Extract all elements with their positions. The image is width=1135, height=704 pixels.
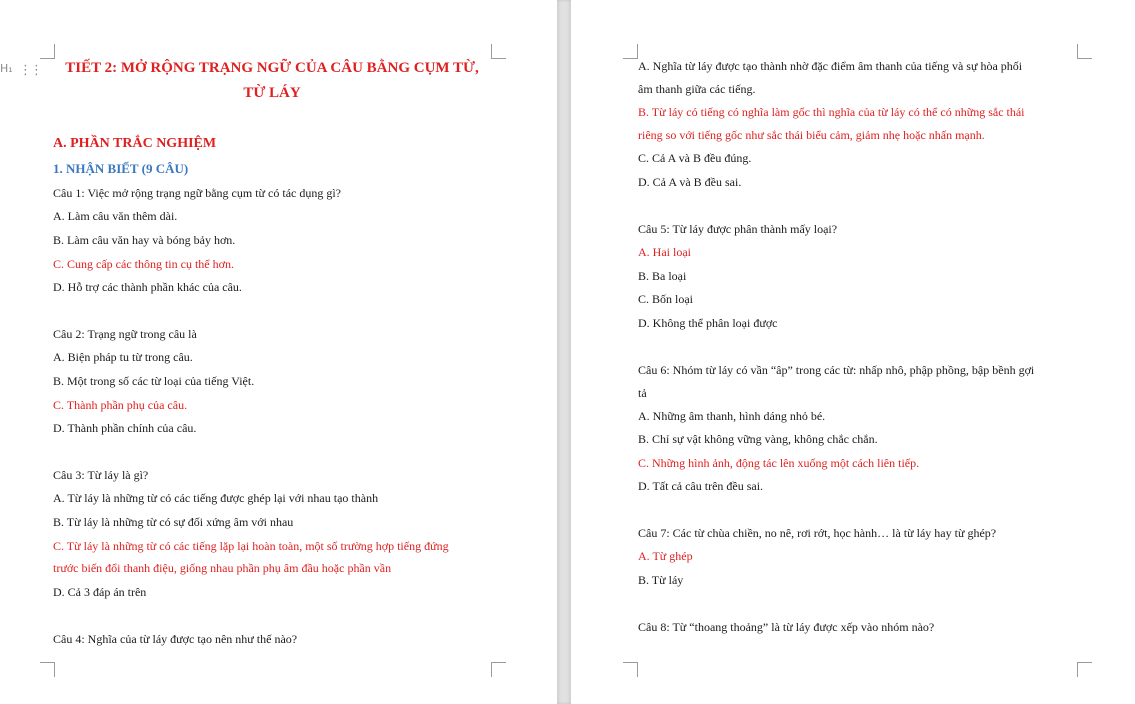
crop-mark xyxy=(491,44,506,59)
answer-option: B. Một trong số các từ loại của tiếng Việt. xyxy=(53,374,255,388)
question-line: Câu 7: Các từ chùa chiền, no nê, rơi rớt, học hành… là từ láy hay từ ghép? xyxy=(638,526,997,540)
correct-answer-option: A. Từ ghép xyxy=(638,549,693,563)
document-title-line2: TỪ LÁY xyxy=(243,85,301,101)
crop-mark xyxy=(1077,44,1092,59)
subsection-heading-1: 1. NHẬN BIẾT (9 CÂU) xyxy=(53,161,189,176)
crop-mark xyxy=(491,662,506,677)
answer-option: B. Ba loại xyxy=(638,269,687,283)
page-gutter xyxy=(557,0,571,704)
correct-answer-option: C. Thành phần phụ của câu. xyxy=(53,398,188,412)
answer-option: D. Cả A và B đều sai. xyxy=(638,175,742,189)
correct-answer-option: B. Từ láy có tiếng có nghĩa làm gốc thì nghĩa của từ láy có thể có những sắc thái xyxy=(638,105,1025,119)
crop-mark xyxy=(623,662,638,677)
correct-answer-option: A. Hai loại xyxy=(638,245,691,259)
correct-answer-option: C. Từ láy là những từ có các tiếng lặp lại hoàn toàn, một số trường hợp tiếng đứng xyxy=(53,539,449,553)
question-line: Câu 1: Việc mở rộng trạng ngữ bằng cụm từ có tác dụng gì? xyxy=(53,186,342,200)
answer-option: D. Tất cả câu trên đều sai. xyxy=(638,479,764,493)
section-heading-a: A. PHẦN TRẮC NGHIỆM xyxy=(53,136,217,151)
answer-option: D. Không thể phân loại được xyxy=(638,316,778,330)
question-line: Câu 5: Từ láy được phân thành mấy loại? xyxy=(638,222,838,236)
answer-option: A. Nghĩa từ láy được tạo thành nhờ đặc điểm âm thanh của tiếng và sự hòa phối xyxy=(638,59,1023,73)
document-page-left xyxy=(0,0,557,704)
correct-answer-option-continued: trước biến đổi thanh điệu, giống nhau phần phụ âm đầu hoặc phần vần xyxy=(53,561,392,575)
answer-option: D. Cả 3 đáp án trên xyxy=(53,585,147,599)
question-line: Câu 6: Nhóm từ láy có vần “âp” trong các từ: nhấp nhô, phập phồng, bập bềnh gợi xyxy=(638,363,1035,377)
answer-option: B. Làm câu văn hay và bóng bảy hơn. xyxy=(53,233,236,247)
question-line-continued: tả xyxy=(638,386,647,400)
question-line: Câu 3: Từ láy là gì? xyxy=(53,468,149,482)
document-title-line1: TIẾT 2: MỞ RỘNG TRẠNG NGỮ CỦA CÂU BẰNG CỤM TỪ, xyxy=(65,60,479,76)
answer-option: B. Từ láy là những từ có sự đối xứng âm với nhau xyxy=(53,515,294,529)
answer-option: C. Cả A và B đều đúng. xyxy=(638,151,752,165)
question-line: Câu 8: Từ “thoang thoảng” là từ láy được xếp vào nhóm nào? xyxy=(638,620,935,634)
question-line: Câu 4: Nghĩa của từ láy được tạo nên như thế nào? xyxy=(53,632,298,646)
answer-option: A. Làm câu văn thêm dài. xyxy=(53,209,178,223)
crop-mark xyxy=(1077,662,1092,677)
crop-mark xyxy=(40,44,55,59)
answer-option: D. Hỗ trợ các thành phần khác của câu. xyxy=(53,280,242,294)
answer-option: A. Biện pháp tu từ trong câu. xyxy=(53,350,193,364)
question-line: Câu 2: Trạng ngữ trong câu là xyxy=(53,327,197,341)
correct-answer-option-continued: riêng so với tiếng gốc như sắc thái biểu cảm, giảm nhẹ hoặc nhấn mạnh. xyxy=(638,128,985,142)
answer-option: B. Từ láy xyxy=(638,573,684,587)
answer-option: D. Thành phần chính của câu. xyxy=(53,421,197,435)
answer-option: C. Bốn loại xyxy=(638,292,694,306)
drag-handle-icon[interactable]: ⋮⋮ xyxy=(19,63,41,78)
correct-answer-option: C. Những hình ảnh, động tác lên xuống một cách liên tiếp. xyxy=(638,456,920,470)
crop-mark xyxy=(40,662,55,677)
answer-option: A. Những âm thanh, hình dáng nhỏ bé. xyxy=(638,409,826,423)
correct-answer-option: C. Cung cấp các thông tin cụ thể hơn. xyxy=(53,257,234,271)
document-page-right xyxy=(571,0,1135,704)
answer-option-continued: âm thanh giữa các tiếng. xyxy=(638,82,756,96)
crop-mark xyxy=(623,44,638,59)
answer-option: B. Chỉ sự vật không vững vàng, không chắc chắn. xyxy=(638,432,878,446)
answer-option: A. Từ láy là những từ có các tiếng được ghép lại với nhau tạo thành xyxy=(53,491,379,505)
heading-level-marker[interactable]: H₁ xyxy=(0,62,13,75)
